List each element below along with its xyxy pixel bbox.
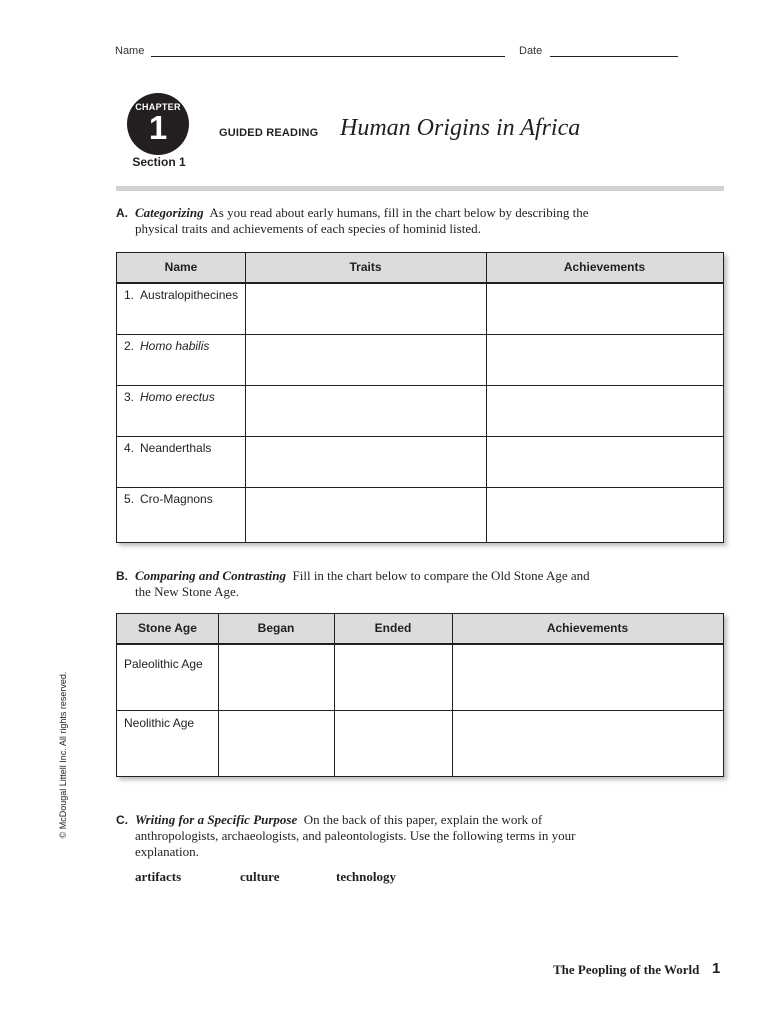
section-c-text: On the back of this paper, explain the work of anthropologists, archaeologists, and paleontologists. Use the following terms in your explanation. xyxy=(135,812,576,859)
table-row-label: 3. Homo erectus xyxy=(124,390,215,404)
col-header-achievements: Achievements xyxy=(546,621,629,635)
copyright-notice: © McDougal Littell Inc. All rights reserved. xyxy=(58,671,68,839)
achievements-cell[interactable] xyxy=(487,488,722,541)
col-header-name: Name xyxy=(164,260,198,274)
section-a-instructions xyxy=(135,205,635,237)
stone-age-table xyxy=(116,613,724,777)
section-b-lead: Comparing and Contrasting xyxy=(135,568,286,583)
col-header-ended: Ended xyxy=(374,621,412,635)
chapter-word: CHAPTER xyxy=(135,102,181,112)
table-row-label: 5. Cro-Magnons xyxy=(124,492,213,506)
traits-cell[interactable] xyxy=(246,284,485,334)
traits-cell[interactable] xyxy=(246,437,485,487)
term-item: culture xyxy=(240,869,280,884)
term-item: artifacts xyxy=(135,869,182,884)
page-number: 1 xyxy=(712,960,721,977)
achievements-cell[interactable] xyxy=(487,437,722,487)
footer-title: The Peopling of the World xyxy=(553,962,700,977)
col-header-achievements: Achievements xyxy=(563,260,646,274)
achievements-cell[interactable] xyxy=(453,711,722,775)
ended-cell[interactable] xyxy=(335,645,451,709)
section-a-letter: A. xyxy=(116,206,128,220)
achievements-cell[interactable] xyxy=(487,284,722,334)
table-row-label: 4. Neanderthals xyxy=(124,441,212,455)
term-item: technology xyxy=(336,869,396,884)
traits-cell[interactable] xyxy=(246,488,485,541)
page-title: Human Origins in Africa xyxy=(340,115,581,141)
table-row-label: 2. Homo habilis xyxy=(124,339,210,353)
section-c-letter: C. xyxy=(116,813,128,827)
section-a-lead: Categorizing xyxy=(135,205,204,220)
col-header-began: Began xyxy=(257,621,295,635)
guided-reading-label: GUIDED READING xyxy=(219,127,319,139)
section-b-text: Fill in the chart below to compare the Old Stone Age and the New Stone Age. xyxy=(135,568,590,599)
began-cell[interactable] xyxy=(219,645,333,709)
section-label: Section 1 xyxy=(132,155,186,169)
date-field-line[interactable] xyxy=(550,56,678,57)
section-a-text: As you read about early humans, fill in the chart below by describing the physical traits and achievements of each species of hominid listed. xyxy=(135,205,589,236)
header-rule xyxy=(116,186,724,191)
achievements-cell[interactable] xyxy=(487,386,722,436)
hominid-table xyxy=(116,252,724,543)
chapter-badge xyxy=(127,93,189,155)
ended-cell[interactable] xyxy=(335,711,451,775)
col-header-stone-age: Stone Age xyxy=(138,621,197,635)
section-b-instructions xyxy=(135,568,595,600)
name-label: Name xyxy=(115,45,145,57)
achievements-cell[interactable] xyxy=(453,645,722,709)
traits-cell[interactable] xyxy=(246,386,485,436)
chapter-number: 1 xyxy=(148,109,168,146)
table-row-label: Paleolithic Age xyxy=(124,657,203,671)
section-c-instructions xyxy=(135,812,590,860)
achievements-cell[interactable] xyxy=(487,335,722,385)
name-field-line[interactable] xyxy=(151,56,505,57)
traits-cell[interactable] xyxy=(246,335,485,385)
section-b-letter: B. xyxy=(116,569,128,583)
table-row-label: Neolithic Age xyxy=(124,716,195,730)
date-label: Date xyxy=(519,45,543,57)
table-row-label: 1. Australopithecines xyxy=(124,288,239,302)
col-header-traits: Traits xyxy=(349,260,382,274)
section-c-lead: Writing for a Specific Purpose xyxy=(135,812,298,827)
began-cell[interactable] xyxy=(219,711,333,775)
